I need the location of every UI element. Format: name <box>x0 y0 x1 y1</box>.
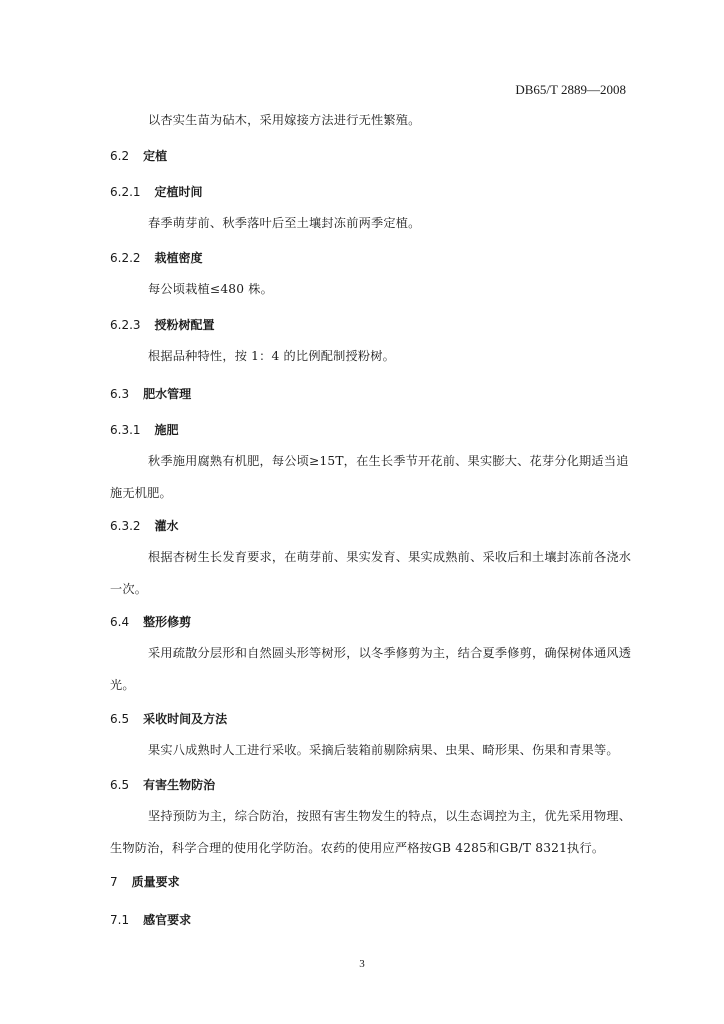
section-heading: 7 质量要求 <box>110 875 180 889</box>
paragraph: 根据品种特性，按 1：4 的比例配制授粉树。 <box>148 349 396 363</box>
section-heading: 6.2.2 栽植密度 <box>110 251 203 265</box>
paragraph: 秋季施用腐熟有机肥，每公顷≥15T，在生长季节开花前、果实膨大、花芽分化期适当追施无机肥。 <box>110 454 629 500</box>
paragraph: 坚持预防为主，综合防治，按照有害生物发生的特点，以生态调控为主，优先采用物理、生物防治，科学合理的使用化学防治。农药的使用应严格按GB 4285和GB/T 8321执行。 <box>110 809 632 855</box>
section-heading: 6.2 定植 <box>110 149 168 163</box>
paragraph: 以杏实生苗为砧木，采用嫁接方法进行无性繁殖。 <box>148 113 421 127</box>
page-number: 3 <box>359 958 365 970</box>
section-heading: 6.3.2 灌水 <box>110 519 179 533</box>
paragraph: 采用疏散分层形和自然圆头形等树形，以冬季修剪为主，结合夏季修剪，确保树体通风透光。 <box>110 646 632 692</box>
section-heading: 6.5 有害生物防治 <box>110 778 216 792</box>
paragraph: 春季萌芽前、秋季落叶后至土壤封冻前两季定植。 <box>148 216 421 230</box>
standard-code: DB65/T 2889—2008 <box>515 82 626 97</box>
section-heading: 7.1 感官要求 <box>110 913 192 927</box>
paragraph: 根据杏树生长发育要求，在萌芽前、果实发育、果实成熟前、采收后和土壤封冻前各浇水一次。 <box>110 550 632 596</box>
section-heading: 6.3.1 施肥 <box>110 423 179 437</box>
section-heading: 6.5 采收时间及方法 <box>110 712 228 726</box>
section-heading: 6.3 肥水管理 <box>110 387 192 401</box>
section-heading: 6.4 整形修剪 <box>110 615 192 629</box>
section-heading: 6.2.3 授粉树配置 <box>110 318 215 332</box>
section-heading: 6.2.1 定植时间 <box>110 185 203 199</box>
paragraph: 果实八成熟时人工进行采收。采摘后装箱前剔除病果、虫果、畸形果、伤果和青果等。 <box>148 743 619 757</box>
paragraph: 每公顷栽植≤480 株。 <box>148 282 274 296</box>
